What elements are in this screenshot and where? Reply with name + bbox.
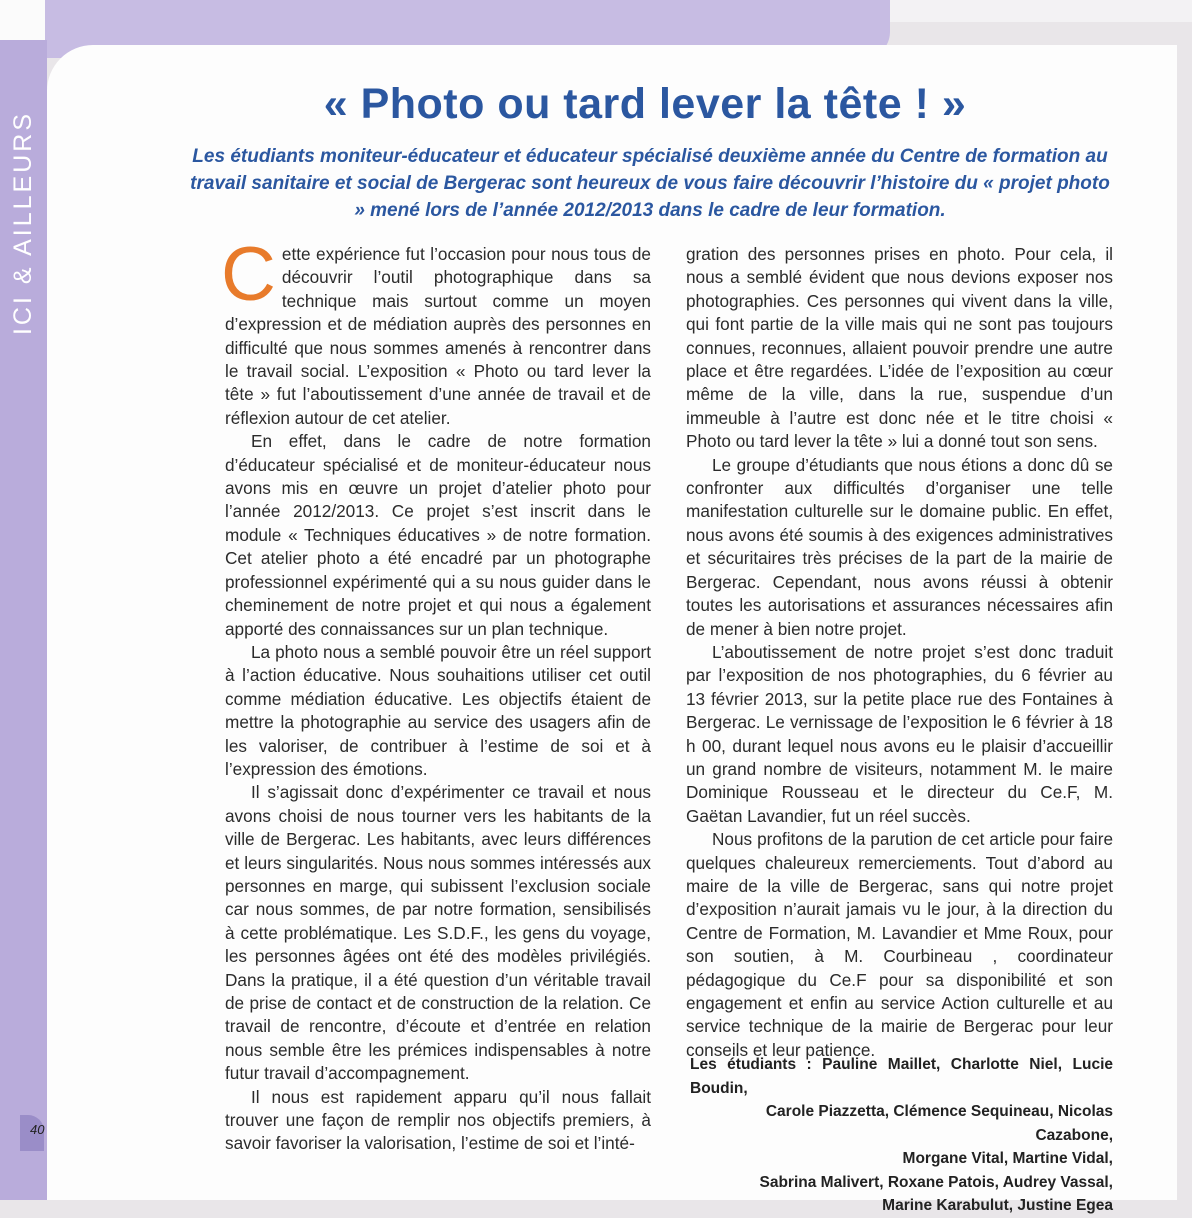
credits-line: Morgane Vital, Martine Vidal, xyxy=(902,1150,1113,1167)
article-intro: Les étudiants moniteur-éducateur et éducateur spécialisé deuxième année du Centre de formation au travail sanitaire et social de Bergerac sont heureux de vous faire découvrir l’histoire du « projet photo » mené lors de l’année 2012/2013 dans le cadre de leur formation. xyxy=(190,146,1110,221)
paragraph: Le groupe d’étudiants que nous étions a donc dû se confronter aux difficultés d’organiser une telle manifestation culturelle sur le domaine public. En effet, nous avons été soumis à des exigences administratives et sécuritaires très précises de la part de la mairie de Bergerac. Cependant, nous avons réussi à obtenir toutes les autorisations et assurances nécessaires afin de mener à bien notre projet. xyxy=(686,454,1113,639)
article-column-right xyxy=(686,243,1113,1062)
paragraph: Nous profitons de la parution de cet article pour faire quelques chaleureux remerciements. Tout d’abord au maire de la ville de Bergerac, sans qui notre projet d’exposition n’aurait jamais vu le jour, à la direction du Centre de Formation, M. Lavandier et Mme Roux, pour son soutien, à M. Courbineau , coordinateur pédagogique du Ce.F pour sa disponibilité et son engagement et enfin au service Action culturelle et au service technique de la mairie de Bergerac pour leur conseils et leur patience. xyxy=(686,829,1113,1060)
paragraph: En effet, dans le cadre de notre formation d’éducateur spécialisé et de moniteur-éducateur nous avons mis en œuvre un projet d’atelier photo pour l’année 2012/2013. Ce projet s’est inscrit dans le module « Techniques éducatives » de notre formation. Cet atelier photo a été encadré par un photographe professionnel expérimenté qui a su nous guider dans le cheminement de notre projet et qui nous a également apporté des connaissances sur un plan technique. xyxy=(225,431,651,639)
paragraph: La photo nous a semblé pouvoir être un réel support à l’action éducative. Nous souhaitions utiliser cet outil comme médiation éducative. Les objectifs étaient de mettre la photographie au service des usagers afin de les valoriser, de contribuer à l’estime de soi et à l’expression des émotions. xyxy=(225,641,651,779)
credits-line: Les étudiants : Pauline Maillet, Charlotte Niel, Lucie Boudin, xyxy=(690,1056,1113,1097)
section-label: ICI & AILLEURS xyxy=(9,110,37,336)
paragraph: Il nous est rapidement apparu qu’il nous fallait trouver une façon de remplir nos objectifs premiers, à savoir favoriser la valorisation, l’estime de soi et l’inté- xyxy=(225,1086,651,1154)
credits-line: Marine Karabulut, Justine Egea xyxy=(882,1197,1113,1214)
credits-line: Sabrina Malivert, Roxane Patois, Audrey Vassal, xyxy=(759,1173,1113,1191)
paragraph: gration des personnes prises en photo. Pour cela, il nous a semblé évident que nous devions exposer nos photographies. Ces personnes qui vivent dans la ville, qui font partie de la ville mais qui ne sont pas toujours connues, reconnues, allaient pouvoir prendre une autre place et être regardées. L’idée de l’exposition au cœur même de la ville, dans la rue, suspendue d’un immeuble à l’autre est donc née et le titre choisi « Photo ou tard lever la tête » lui a donné tout son sens. xyxy=(686,244,1113,452)
drop-cap: C xyxy=(221,232,276,317)
paragraph: ette expérience fut l’occasion pour nous tous de découvrir l’outil photographique dans sa technique mais surtout comme un moyen d’expression et de médiation auprès des personnes en difficulté que nous sommes amenés à rencontrer dans le travail social. L’exposition « Photo ou tard lever la tête » fut l’aboutissement d’une année de travail et de réflexion autour de cet atelier. xyxy=(225,244,651,428)
paragraph: Il s’agissait donc d’expérimenter ce travail et nous avons choisi de nous tourner vers les habitants de la ville de Bergerac. Les habitants, avec leurs différences et leurs singularités. Nous nous sommes intéressés aux personnes en marge, qui subissent l’exclusion sociale car nous sommes, de par notre formation, sensibilisés à cette problématique. Les S.D.F., les gens du voyage, les personnes âgées ont été des modèles privilégiés. Dans la pratique, il a été question d’un véritable travail de prise de contact et de construction de la relation. Ce travail de rencontre, d’écoute et d’entrée en relation nous semble être les prémices indispensables à notre futur travail d’accompagnement. xyxy=(225,782,651,1084)
article-column-left xyxy=(221,232,651,1156)
page-number: 40 xyxy=(30,1122,45,1137)
students-credits xyxy=(690,1053,1113,1218)
section-strip xyxy=(0,40,47,1200)
article-title: « Photo ou tard lever la tête ! » xyxy=(323,80,967,128)
paragraph: L’aboutissement de notre projet s’est donc traduit par l’exposition de nos photographies, du 6 février au 13 février 2013, sur la petite place rue des Fontaines à Bergerac. Le vernissage de l’exposition le 6 février à 18 h 00, durant lequel nous avons eu le plaisir d’accueillir un grand nombre de visiteurs, notamment M. le maire Dominique Rousseau et le directeur du Ce.F, M. Gaëtan Lavandier, fut un réel succès. xyxy=(686,641,1113,826)
credits-line: Carole Piazzetta, Clémence Sequineau, Nicolas Cazabone, xyxy=(765,1103,1113,1144)
